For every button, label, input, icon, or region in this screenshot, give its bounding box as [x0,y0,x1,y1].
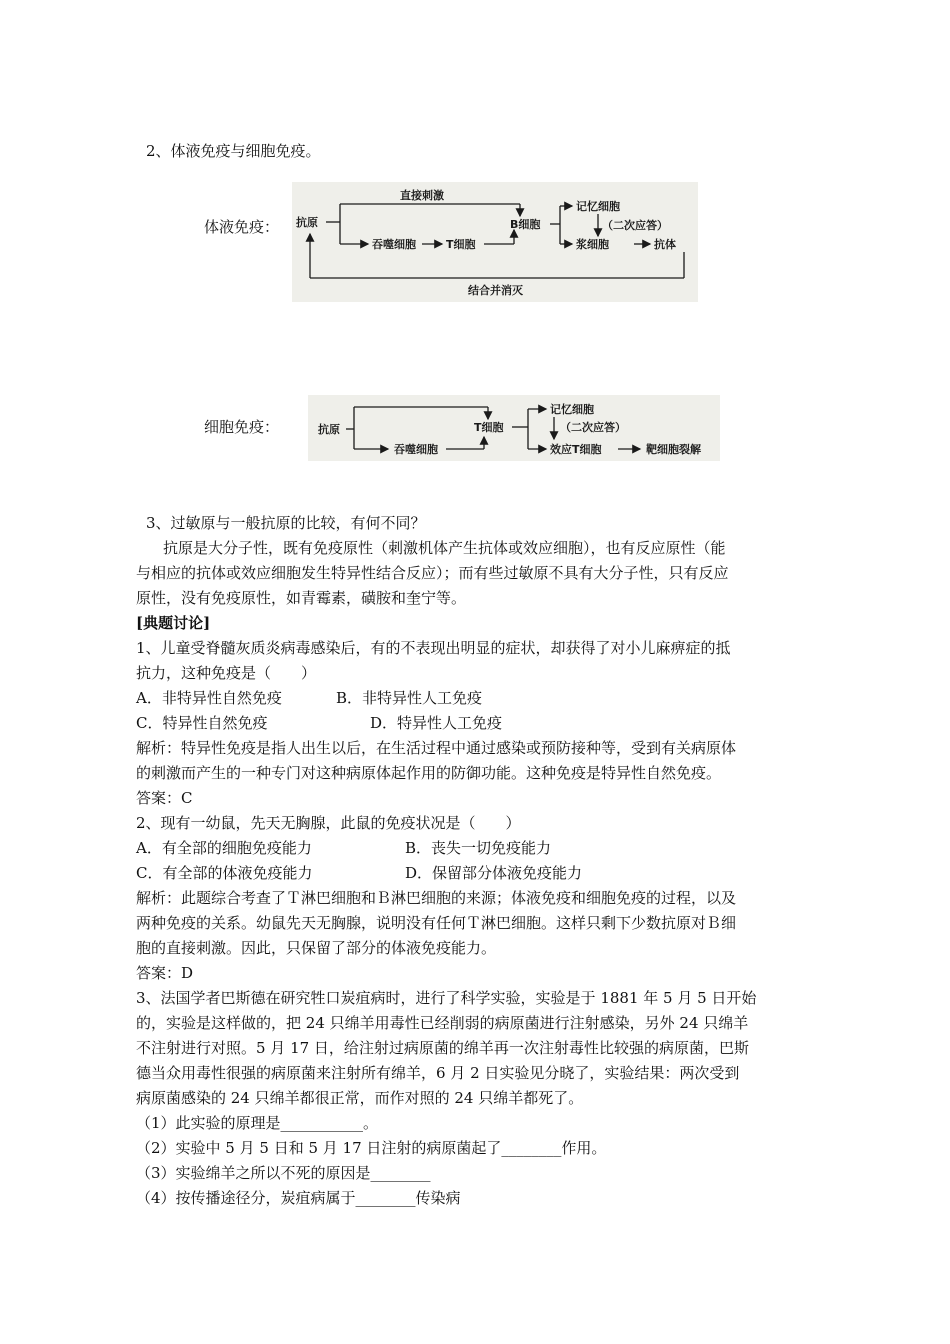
q1-option-c: C．特异性自然免疫 [136,714,268,732]
section-heading-3: 3、过敏原与一般抗原的比较，有何不同？ [146,514,426,532]
humoral-immunity-label: 体液免疫： [204,218,280,236]
diagram-memory-cell: 记忆细胞 [576,200,620,213]
humoral-immunity-diagram [292,182,698,302]
diagram-secondary-response: （二次应答） [602,219,668,232]
section-heading-2: 2、体液免疫与细胞免疫。 [146,142,321,160]
q2-option-b: B．丧失一切免疫能力 [405,839,552,857]
q2-answer: 答案：D [136,964,194,982]
diagram-antibody: 抗体 [654,238,676,251]
q1-option-d: D．特异性人工免疫 [370,714,503,732]
diagram-antigen: 抗原 [318,423,340,436]
q2-stem: 2、现有一幼鼠，先天无胸腺，此鼠的免疫状况是（ ） [136,814,521,832]
q1-analysis: 解析：特异性免疫是指人出生以后，在生活过程中通过感染或预防接种等，受到有关病原体 [136,739,737,757]
q1-option-a: A．非特异性自然免疫 [136,689,282,707]
paragraph-line: 原性，没有免疫原性，如青霉素，磺胺和奎宁等。 [136,589,467,607]
q2-analysis: 解析：此题综合考查了Ｔ淋巴细胞和Ｂ淋巴细胞的来源；体液免疫和细胞免疫的过程，以及 [136,889,737,907]
q3-stem: 德当众用毒性很强的病原菌来注射所有绵羊，6 月 2 日实验见分晓了，实验结果：两次受到 [136,1064,740,1082]
cellular-immunity-diagram [308,395,720,461]
q2-analysis: 两种免疫的关系。幼鼠先天无胸腺，说明没有任何Ｔ淋巴细胞。这样只剩下少数抗原对Ｂ细 [136,914,737,932]
diagram-direct-stimulation: 直接刺激 [400,189,444,202]
q3-stem: 不注射进行对照。5 月 17 日，给注射过病原菌的绵羊再一次注射毒性比较强的病原菌，巴斯 [136,1039,749,1057]
q1-option-b: B．非特异性人工免疫 [336,689,483,707]
cellular-immunity-label: 细胞免疫： [204,418,280,436]
diagram-secondary-response: （二次应答） [560,421,626,434]
q3-stem: 3、法国学者巴斯德在研究牲口炭疽病时，进行了科学实验，实验是于 1881 年 5 月 5 日开始 [136,989,757,1007]
paragraph-line: 与相应的抗体或效应细胞发生特异性结合反应）；而有些过敏原不具有大分子性，只有反应 [136,564,729,582]
q3-subquestion-2: （2）实验中 5 月 5 日和 5 月 17 日注射的病原菌起了________作用。 [136,1139,607,1157]
q3-subquestion-3: （3）实验绵羊之所以不死的原因是________ [136,1164,431,1182]
diagram-memory-cell: 记忆细胞 [550,403,594,416]
paragraph-line: 抗原是大分子性，既有免疫原性（刺激机体产生抗体或效应细胞），也有反应原性（能 [163,539,726,557]
diagram-effector-t-cell: 效应T细胞 [550,443,602,456]
q1-stem: 抗力，这种免疫是（ ） [136,664,317,682]
q2-option-d: D．保留部分体液免疫能力 [405,864,583,882]
diagram-t-cell: T细胞 [474,421,504,434]
q3-stem: 病原菌感染的 24 只绵羊都很正常，而作对照的 24 只绵羊都死了。 [136,1089,584,1107]
q3-subquestion-1: （1）此实验的原理是___________。 [136,1114,379,1132]
q1-answer: 答案：C [136,789,193,807]
q2-option-c: C．有全部的体液免疫能力 [136,864,313,882]
diagram-target-cell-lysis: 靶细胞裂解 [646,443,701,456]
q2-analysis: 胞的直接刺激。因此，只保留了部分的体液免疫能力。 [136,939,497,957]
q1-analysis: 的刺激而产生的一种专门对这种病原体起作用的防御功能。这种免疫是特异性自然免疫。 [136,764,722,782]
diagram-phagocyte: 吞噬细胞 [394,443,438,456]
q3-stem: 的，实验是这样做的，把 24 只绵羊用毒性已经削弱的病原菌进行注射感染，另外 24 只绵羊 [136,1014,749,1032]
diagram-t-cell: T细胞 [446,238,476,251]
diagram-phagocyte: 吞噬细胞 [372,238,416,251]
discussion-title: [典题讨论] [136,614,211,632]
diagram-bind-eliminate: 结合并消灭 [468,284,523,297]
diagram-antigen: 抗原 [296,216,318,229]
q2-option-a: A．有全部的细胞免疫能力 [136,839,312,857]
diagram-plasma-cell: 浆细胞 [576,238,609,251]
diagram-b-cell: B细胞 [510,218,541,231]
q1-stem: 1、儿童受脊髓灰质炎病毒感染后，有的不表现出明显的症状，却获得了对小儿麻痹症的抵 [136,639,731,657]
q3-subquestion-4: （4）按传播途径分，炭疽病属于________传染病 [136,1189,461,1207]
